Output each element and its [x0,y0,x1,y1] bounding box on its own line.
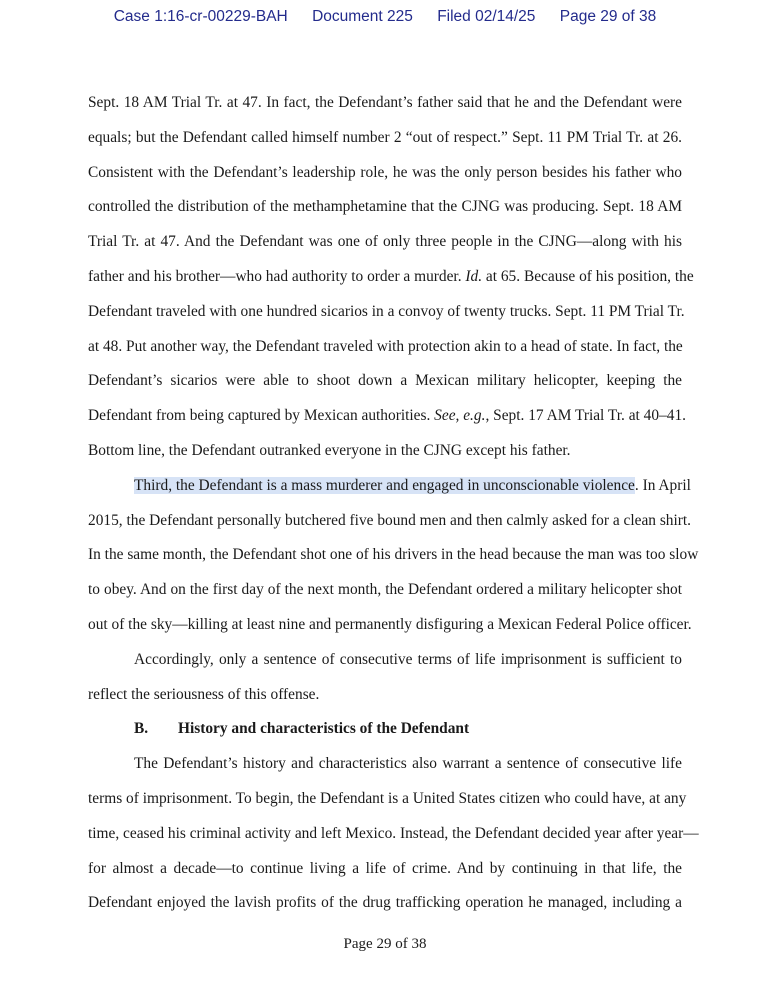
text-line: equals; but the Defendant called himself number 2 “out of respect.” Sept. 11 PM Trial Tr. at 26. [88,128,682,146]
highlighted-text-selection[interactable]: Third, the Defendant is a mass murderer and engaged in unconscionable violence [134,476,635,494]
document-number: Document 225 [312,8,413,25]
text-line: Trial Tr. at 47. And the Defendant was one of only three people in the CJNG—along with his [88,233,682,251]
header-page-number: Page 29 of 38 [559,8,657,25]
text-run: . In April [634,476,691,494]
text-line: Consistent with the Defendant’s leadership role, he was the only person besides his father who [88,163,682,181]
text-line: to obey. And on the first day of the next month, the Defendant ordered a military helicopter shot [88,581,682,599]
text-line: Sept. 18 AM Trial Tr. at 47. In fact, the Defendant’s father said that he and the Defendant were [88,94,682,111]
text-line: The Defendant’s history and characteristics also warrant a sentence of consecutive life [134,755,682,773]
text-line: controlled the distribution of the methamphetamine that the CJNG was producing. Sept. 18 AM [88,198,682,216]
text-run: at 65. Because of his position, the [482,267,694,285]
case-number: Case 1:16-cr-00229-BAH [113,8,288,25]
section-number: B. [134,720,149,738]
text-line: 2015, the Defendant personally butchered five bound men and then calmly asked for a clean shirt. [88,511,692,529]
text-line: at 48. Put another way, the Defendant traveled with protection akin to a head of state. In fact, the [88,337,683,355]
text-line: Defendant traveled with one hundred sicarios in a convoy of twenty trucks. Sept. 11 PM Trial Tr. [88,302,685,320]
section-heading [88,712,682,747]
text-run: Defendant from being captured by Mexican authorities. [88,407,435,425]
text-line: time, ceased his criminal activity and left Mexico. Instead, the Defendant decided year after year— [88,824,699,842]
text-line: Defendant enjoyed the lavish profits of the drug trafficking operation he managed, including a [88,894,682,912]
text-line: Bottom line, the Defendant outranked everyone in the CJNG except his father. [88,441,571,459]
text-line [88,399,687,434]
text-line: terms of imprisonment. To begin, the Defendant is a United States citizen who could have, at any [88,789,687,807]
text-run: father and his brother—who had authority to order a murder. [88,267,466,285]
text-line: for almost a decade—to continue living a life of crime. And by continuing in that life, the [88,859,682,877]
filed-date: Filed 02/14/25 [437,8,536,25]
document-body [88,86,699,921]
text-line [88,260,694,295]
text-line: Accordingly, only a sentence of consecutive terms of life imprisonment is sufficient to [134,650,682,668]
text-line: reflect the seriousness of this offense. [88,685,320,703]
page-footer: Page 29 of 38 [343,936,427,952]
text-line [88,469,691,504]
citation-italic: Id. [465,267,483,285]
text-run: , Sept. 17 AM Trial Tr. at 40–41. [485,407,687,425]
text-line: In the same month, the Defendant shot one of his drivers in the head because the man was too slow [88,546,699,564]
citation-italic: See, e.g. [434,407,486,425]
court-filing-header [0,8,770,26]
text-line: out of the sky—killing at least nine and permanently disfiguring a Mexican Federal Police officer. [88,615,692,633]
section-title: History and characteristics of the Defendant [178,720,470,738]
text-line: Defendant’s sicarios were able to shoot down a Mexican military helicopter, keeping the [88,372,682,390]
